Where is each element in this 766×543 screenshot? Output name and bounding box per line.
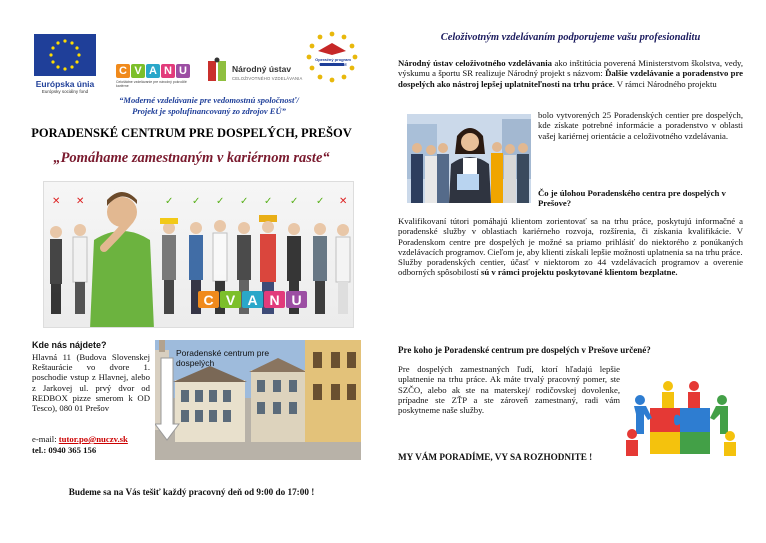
cross-icon: ✕: [339, 196, 348, 207]
project-note-line: Projekt je spolufinancovaný zo zdrojov EÚ”: [132, 105, 286, 116]
check-icon: ✓: [316, 196, 325, 207]
op-label: Operačný program VZDELÁVANIE: [315, 57, 351, 67]
email-link[interactable]: tutor.po@nuczv.sk: [58, 434, 128, 444]
phone: tel.: 0940 365 156: [32, 445, 97, 455]
nuczv-emblem-icon: [206, 57, 228, 85]
person-figure: [710, 395, 728, 434]
cvanu-letter: A: [242, 291, 263, 308]
where-title: Kde nás nájdete?: [32, 340, 107, 350]
team-photo: [407, 114, 531, 203]
right-heading: Celoživotným vzdelávaním podporujeme vašu profesionalitu: [440, 32, 701, 43]
address-text: Hlavná 11 (Budova Slovenskej Reštaurácie vo dvore 1. poschodie vstup z Hlavnej, alebo z Jarkovej ul. prvý dvor od REDBOX pizze smerom k OD Tesco), 080 01 Prešov: [32, 352, 150, 414]
cvanu-logo: [116, 64, 190, 78]
hero-cvanu-logo: [198, 291, 307, 308]
cvanu-letter: C: [198, 291, 219, 308]
hero-image: [43, 181, 354, 328]
check-icon: ✓: [165, 196, 174, 207]
person-figure: [724, 431, 736, 456]
answer-target-text: Pre dospelých zamestnaných ľudí, ktorí hľadajú lepšie uplatnenie na trhu práce. Ak máte trvalý pracovný pomer, ste SZČO, alebo ak ste na materskej/ rodičovskej dovolenke, prípadne ste ZŤP a ste zároveň zamestnaný, radi vám poskytneme naše služby.: [398, 364, 620, 416]
intro-text-end: . V rámci Národného projektu: [612, 78, 717, 89]
check-icon: ✓: [290, 196, 299, 207]
check-icon: ✓: [240, 196, 249, 207]
email-label: e-mail:: [32, 434, 59, 444]
person-figure: [634, 395, 652, 434]
worker-figure: [336, 224, 350, 314]
check-icon: ✓: [264, 196, 273, 207]
nuczv-subtitle: CELOŽIVOTNÉHO VZDELÁVANIA: [232, 76, 303, 81]
intro-paragraph: [398, 58, 743, 89]
project-note-line: “Moderné vzdelávanie pre vedomostnú spoločnosť/: [119, 95, 299, 105]
answer-role-text: Kvalifikovaní tútori pomáhajú klientom zorientovať sa na trhu práce, poskytujú informačné a poradenské služby v oblastiach kariérneho rozvoja, rozšírenia, či získania kvalifikácie. V Poradenskom centre pre dospelých je možné sa priamo prihlásiť do niektorého z ponúkaných vzdelávacích programov. Cieľom je, aby klienti získali lepšie možnosti uplatnenia sa na trhu práce.: [398, 216, 743, 257]
cvanu-letter: U: [176, 64, 190, 78]
question-role: Čo je úlohou Poradenského centra pre dospelých v Prešove?: [538, 188, 726, 209]
person-figure: [662, 381, 674, 408]
check-icon: ✓: [216, 196, 225, 207]
eu-flag-logo: [34, 34, 96, 76]
photo-caption: Poradenské centrum pre dospelých: [176, 348, 270, 368]
motto: „Pomáhame zamestnaným v kariérnom raste“: [53, 150, 330, 166]
closing-slogan: MY VÁM PORADÍME, VY SA ROZHODNITE !: [398, 452, 593, 462]
worker-figure: [313, 223, 327, 314]
cross-icon: ✕: [76, 196, 85, 207]
project-name: Ďalšie vzdelávanie a poradenstvo pre dospelých ako nástroj lepšej uplatniteľnosti na trhu práce: [398, 68, 744, 89]
cvanu-letter: V: [220, 291, 241, 308]
cvanu-subtitle: Celoštátne vzdelávanie pre národný pokročilé kariérne: [116, 80, 187, 88]
person-figure: [688, 381, 700, 408]
worker-figure: [162, 222, 176, 314]
eu-label: Európska únia: [35, 79, 95, 89]
answer-role: [398, 216, 743, 278]
cross-icon: ✕: [52, 196, 61, 207]
eu-fund-label: Európsky sociálny fond: [41, 89, 89, 94]
puzzle-illustration: [622, 378, 740, 456]
intro-text: ako inštitúcia poverená Ministerstvom školstva, vedy, výskumu a športu SR realizuje Národný projekt s názvom:: [398, 58, 743, 79]
check-icon: ✓: [192, 196, 201, 207]
worker-figure: [73, 224, 87, 314]
free-of-charge-note: sú v rámci projektu poskytované klientom bezplatne.: [481, 267, 678, 278]
answer-role-services: [398, 257, 743, 278]
nuczv-name: Národný ústav: [232, 64, 292, 74]
cvanu-letter: A: [146, 64, 160, 78]
project-note: [78, 95, 340, 116]
professionals-illustration: [407, 114, 531, 203]
eu-stars-icon: [34, 34, 96, 76]
worker-figure: [50, 226, 62, 314]
institution-name: Národný ústav celoživotného vzdelávania: [398, 58, 553, 68]
cvanu-letter: N: [161, 64, 175, 78]
center-title: PORADENSKÉ CENTRUM PRE DOSPELÝCH, PREŠOV: [31, 126, 352, 140]
puzzle-people-icon: [622, 378, 740, 456]
cvanu-letter: V: [131, 64, 145, 78]
person-figure: [626, 429, 638, 456]
opening-hours-note: Budeme sa na Vás tešiť každý pracovný deň od 9:00 do 17:00 !: [68, 487, 315, 497]
email-row: [32, 434, 128, 444]
thinking-man-figure: [90, 192, 154, 328]
intro-paragraph-2: bolo vytvorených 25 Poradenských centier pre dospelých, kde získate potrebné informácie a poradenstvo v oblasti vašej kariérnej orientácie a celoživotného vzdelávania.: [538, 110, 743, 141]
cvanu-letter: C: [116, 64, 130, 78]
question-target-group: Pre koho je Poradenské centrum pre dospelých v Prešove určené?: [398, 345, 651, 355]
cvanu-letter: N: [264, 291, 285, 308]
cvanu-letter: U: [286, 291, 307, 308]
services-text: Služby poradenských centier, účasť v niektorom zo 44 vzdelávacích programov a overenie odborných spôsobilostí: [398, 257, 743, 278]
